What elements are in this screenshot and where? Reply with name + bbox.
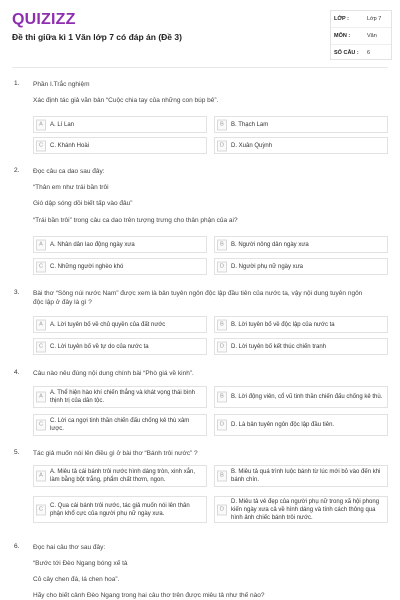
question-text: Gió dập sóng dồi biết tấp vào đâu”	[33, 200, 133, 207]
meta-value: Lớp 7	[367, 16, 382, 22]
option-text: A. Thể hiện hào khí chiến thắng và khát vọng thái bình thịnh trị của dân tộc.	[50, 390, 195, 404]
option-text: B. Lời động viên, cổ vũ tinh thần chiến đấu chống kẻ thù.	[231, 394, 383, 400]
question-number: 3.	[14, 289, 20, 296]
answer-option[interactable]	[214, 258, 388, 275]
option-letter: D	[217, 420, 227, 431]
answer-option[interactable]	[33, 316, 207, 333]
option-text: B. Lời tuyên bố về độc lập của nước ta	[231, 321, 335, 328]
meta-label: MÔN :	[334, 33, 351, 39]
meta-value: Văn	[367, 33, 377, 39]
answer-option[interactable]	[214, 137, 388, 154]
option-letter: B	[217, 119, 227, 130]
answer-option[interactable]	[33, 137, 207, 154]
option-letter: D	[217, 261, 227, 272]
option-letter: C	[36, 140, 46, 151]
answer-option[interactable]	[33, 465, 207, 487]
meta-box	[330, 10, 392, 60]
meta-row-class	[331, 11, 391, 28]
header-divider	[12, 67, 388, 68]
option-letter: D	[217, 341, 227, 352]
page-title: Đề thi giữa kì 1 Văn lớp 7 có đáp án (Đề 3)	[12, 32, 182, 42]
question-text: “Bước tới Đèo Ngang bóng xế tà	[33, 560, 128, 567]
question-text: Cỏ cây chen đá, lá chen hoa”.	[33, 576, 120, 583]
option-text: D. Là bản tuyên ngôn độc lập đầu tiên.	[231, 422, 335, 428]
option-text: B. Miêu tả quá trình luộc bánh từ lúc mới bỏ vào đến khi bánh chín.	[231, 469, 381, 483]
option-text: D. Xuân Quỳnh	[231, 142, 273, 149]
answer-option[interactable]	[214, 338, 388, 355]
answer-option[interactable]	[33, 386, 207, 408]
option-text: B. Thạch Lam	[231, 121, 269, 128]
question-text: “Thân em như trái bần trôi	[33, 184, 109, 191]
meta-value: 6	[367, 50, 371, 56]
option-text: C. Qua cái bánh trôi nước, tác giả muốn nói lên thân phận khổ cực của người phụ nữ ngày xưa.	[50, 502, 190, 517]
option-text: A. Lời tuyên bố về chủ quyền của đất nước	[50, 321, 166, 328]
question-text: “Trái bần trôi” trong câu ca dao trên tượng trưng cho thân phận của ai?	[33, 217, 238, 224]
option-text: A. Lí Lan	[50, 121, 75, 128]
worksheet-header	[0, 0, 400, 64]
answer-option[interactable]	[214, 386, 388, 408]
option-letter: C	[36, 420, 46, 431]
meta-row-subject	[331, 28, 391, 45]
option-letter: D	[217, 504, 227, 515]
question-text: Phần I.Trắc nghiệm	[33, 81, 90, 88]
question-text: Đọc câu ca dao sau đây:	[33, 168, 105, 175]
option-text: D. Miêu tả vẻ đẹp của người phụ nữ trong xã hội phong kiến ngày xưa cả về hình dáng và tính cách thông qua hình ảnh chiếc bánh trôi nước.	[231, 498, 380, 521]
answer-option[interactable]	[214, 465, 388, 487]
question-number: 2.	[14, 167, 20, 174]
answer-option[interactable]	[33, 116, 207, 133]
question-number: 4.	[14, 369, 20, 376]
option-text: A. Nhân dân lao động ngày xưa	[50, 241, 135, 248]
option-text: D. Lời tuyên bố kết thúc chiến tranh	[231, 343, 326, 350]
answer-option[interactable]	[214, 496, 388, 523]
answer-option[interactable]	[214, 316, 388, 333]
option-text: C. Lời ca ngợi tinh thần chiến đấu chống kẻ thù xâm lược.	[50, 418, 190, 432]
option-text: A. Miêu tả cái bánh trôi nước hình dáng tròn, xinh xắn, làm bằng bột trắng, phẩm chất thơm, ngon.	[50, 469, 196, 483]
meta-row-count	[331, 45, 391, 61]
answer-option[interactable]	[214, 116, 388, 133]
option-letter: D	[217, 140, 227, 151]
option-letter: B	[217, 239, 227, 250]
answer-option[interactable]	[33, 236, 207, 253]
quizizz-logo: QUIZIZZ	[12, 11, 76, 28]
question-text: Tác giả muốn nói lên điều gì ở bài thơ “Bánh trôi nước” ?	[33, 450, 198, 457]
option-text: B. Người nông dân ngày xưa	[231, 241, 309, 248]
answer-option[interactable]	[214, 236, 388, 253]
option-letter: A	[36, 319, 46, 330]
option-text: D. Người phụ nữ ngày xưa	[231, 263, 304, 270]
option-letter: C	[36, 341, 46, 352]
question-text: Xác định tác giả văn bản “Cuộc chia tay của những con búp bê”.	[33, 97, 219, 104]
question-text: độc lập ở đây là gì ?	[33, 299, 92, 306]
option-letter: A	[36, 471, 46, 482]
meta-label: SỐ CÂU :	[334, 50, 359, 56]
question-text: Bài thơ “Sông núi nước Nam” được xem là bản tuyên ngôn độc lập đầu tiên của nước ta, vậy nội dung tuyên ngôn	[33, 290, 363, 297]
option-letter: A	[36, 392, 46, 403]
option-letter: B	[217, 319, 227, 330]
answer-option[interactable]	[33, 338, 207, 355]
option-text: C. Khánh Hoài	[50, 142, 90, 149]
meta-label: LỚP :	[334, 16, 349, 22]
option-letter: A	[36, 119, 46, 130]
answer-option[interactable]	[33, 414, 207, 436]
option-text: C. Lời tuyên bố về tự do của nước ta	[50, 343, 149, 350]
question-number: 5.	[14, 449, 20, 456]
option-letter: C	[36, 261, 46, 272]
answer-option[interactable]	[33, 496, 207, 523]
question-text: Câu nào nêu đúng nội dung chính bài “Phò giá về kinh”.	[33, 370, 194, 377]
option-letter: A	[36, 239, 46, 250]
option-text: C. Những người nghèo khó	[50, 263, 124, 270]
question-number: 6.	[14, 543, 20, 550]
option-letter: B	[217, 471, 227, 482]
answer-option[interactable]	[33, 258, 207, 275]
question-number: 1.	[14, 80, 20, 87]
option-letter: B	[217, 392, 227, 403]
option-letter: C	[36, 504, 46, 515]
question-text: Hãy cho biết cảnh Đèo Ngang trong hai câu thơ trên được miêu tả như thế nào?	[33, 592, 265, 599]
question-text: Đọc hai câu thơ sau đây:	[33, 544, 106, 551]
answer-option[interactable]	[214, 414, 388, 436]
